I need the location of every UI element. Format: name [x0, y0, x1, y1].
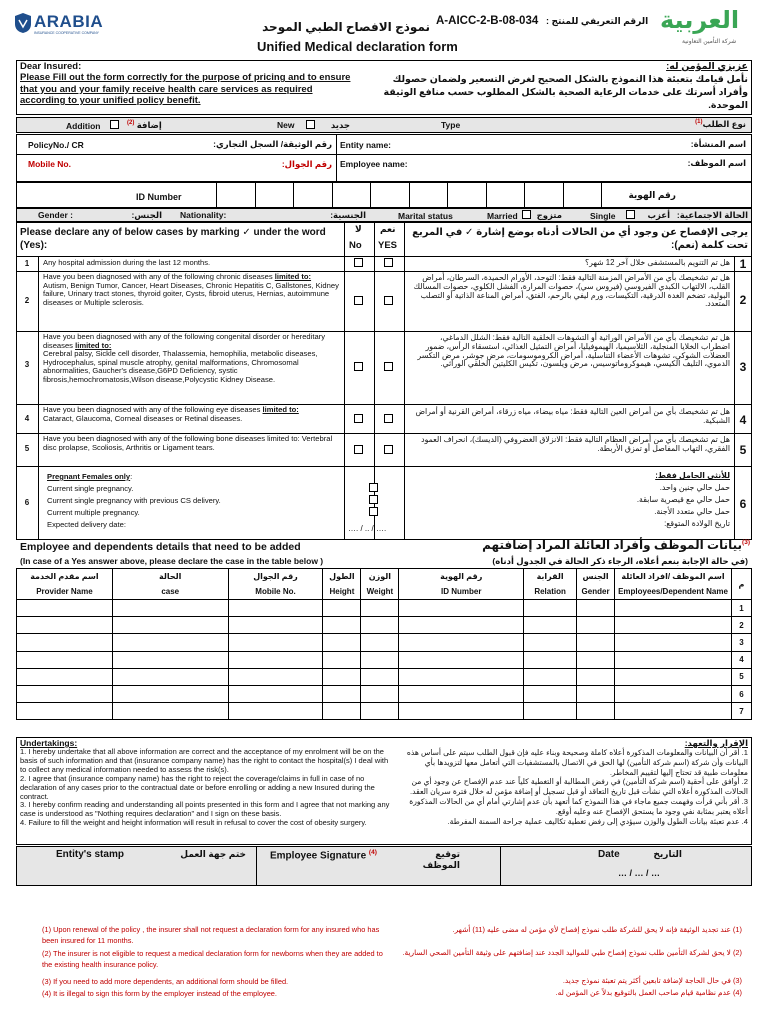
q2-num-left: 2	[24, 296, 30, 305]
gender-label: Gender :	[38, 210, 73, 220]
gender-ar-label: الجنس:	[131, 210, 162, 220]
intro-en-text: Please Fill out the form correctly for the purpose of pricing and to ensure that you and your family receive health care services as required according to your unified policy benefit.	[20, 72, 351, 106]
q2-yes-checkbox[interactable]	[384, 296, 393, 305]
col-gender: الجنس Gender	[577, 569, 615, 600]
q2-no-checkbox[interactable]	[354, 296, 363, 305]
id-digit-cell[interactable]	[564, 183, 603, 207]
new-ar-label: جديد	[330, 120, 350, 130]
q5-num-left: 5	[24, 444, 30, 453]
mobile-field[interactable]	[90, 156, 260, 172]
table-row[interactable]: 5	[17, 668, 752, 685]
logo-left-text: ARABIA	[34, 12, 104, 31]
col-mobile: رقم الجوال Mobile No.	[228, 569, 323, 600]
q4-no-checkbox[interactable]	[354, 414, 363, 423]
q6-cs-checkbox[interactable]	[369, 495, 378, 504]
marital-ar-label: الحالة الاجتماعية:	[676, 210, 748, 220]
q6-single-checkbox[interactable]	[369, 483, 378, 492]
id-digit-cell[interactable]	[410, 183, 449, 207]
new-label: New	[277, 120, 295, 130]
title-en: Unified Medical declaration form	[257, 39, 458, 54]
undertakings-en: 1. I hereby undertake that all above information are correct and the acceptance of my enrolment will be on the basis of such information and that (insurance company name) has the right to contact the hospital(s) I deal with to collect any medical information needed to assess the risk(s). 2. I agree that (insurance company name) has the right to reject the coverage/claims in full in case of no declaration of any cases prior to the contractual date or before enrolling or adding a new Insured during the contract. 3. I hereby confirm reading and understanding all points presented in this form and I agree that not marking any case is understood as "Nothing requires declaration" and I sign on these basis. 4. Failure to fill the weight and height information will result in refusal to cover the cost of obesity surgery.	[20, 747, 390, 828]
note-ar-2: (2) لا يحق لشركة التأمين طلب نموذج إفصاح طبي للمواليد الجدد عند إضافتهم على وثيقة التأمين الصحي السارية.	[402, 948, 742, 957]
id-number-label: ID Number	[136, 192, 182, 202]
note-ar-3: (3) في حال الحاجة لإضافة تابعين أكثر يتم تعبئة نموذج جديد.	[562, 976, 742, 985]
date-field[interactable]: … / … / …	[618, 868, 661, 878]
title-ar: نموذج الافصاح الطبي الموحد	[262, 20, 430, 34]
dependents-sub-en: (In case of a Yes answer above, please declare the case in the table below )	[20, 556, 324, 566]
id-digit-cell[interactable]	[294, 183, 333, 207]
entity-label: Entity name:	[340, 140, 392, 150]
table-row[interactable]: 1	[17, 600, 752, 617]
q3-text-ar: هل تم تشخيصك بأي من الأمراض الوراثية أو التشوهات الخلقية التالية فقط: الشلل الدماغي، اضطراب الخلايا المنجلية، الثلاسيميا، الهيموفيليا، أمراض التمثيل الغذائي، استسقاء الرأس، ضمور العضلات الشوكي، تشوهات الأعضاء التناسلية، أمراض الكروموسومات، مرض جوشر، مرض التكسر الدموي، التليف الكيسي، هيموكروماتوسيس، مرض ويلسون، تكيس الكليتين الخلقي الوراثي.	[417, 333, 730, 369]
id-number-ar-label: رقم الهوية	[628, 190, 676, 200]
note-ar-4: (4) عدم نظامية قيام صاحب العمل بالتوقيع بدلاً عن المؤمن له.	[555, 988, 742, 997]
q3-text-en: Have you been diagnosed with any of the following congenital disorder or hereditary diseases limited to: Cerebral palsy, Sickle cell disorder, Thalassemia, hemophilia, metabolic diseases, Hydrocephalus, spinal muscle atrophy, genital malformations, Chromosomal abnormalities, Gaucher's disease,G6PD Deficiency, systic fibrosis,hemochromatosis,Wilson disease,Polycystic Kidney Disease.	[43, 332, 325, 384]
addition-label: Addition	[66, 121, 101, 131]
arabia-logo-right	[652, 6, 756, 54]
married-ar-label: متزوج	[536, 210, 562, 220]
dependents-sub-ar: (في حالة الإجابة بنعم أعلاه، الرجاء ذكر الحالة في الجدول أدناه)	[492, 556, 748, 566]
q6-date-field[interactable]: …. / .. / ….	[348, 524, 387, 533]
q2-text-ar: هل تم تشخيصك بأي من الأمراض المزمنة التالية فقط: التوحد، الأورام الحميدة، السرطان، أمراض القلب، الالتهاب الكبدي الفيروسي (فيروس سي)، حصوات المرارة، الفشل الكلوي، حصوات المسالك البولية، تضخم الغدة الدرقية، التكيسات، ورم ليفي بالرحم، الفتق، أمراض المناعة الذاتية أو التصلب المتعدد.	[413, 273, 730, 309]
q4-yes-checkbox[interactable]	[384, 414, 393, 423]
q3-yes-checkbox[interactable]	[384, 362, 393, 371]
q3-num-left: 3	[24, 360, 30, 369]
col-provider: اسم مقدم الخدمة Provider Name	[17, 569, 113, 600]
table-row[interactable]: 6	[17, 685, 752, 702]
intro-ar-dear: عزيزي المؤمن له:	[666, 61, 748, 72]
q2-num-right: 2	[739, 293, 747, 307]
no-en-label: No	[349, 240, 362, 251]
id-digit-cell[interactable]	[256, 183, 295, 207]
date-label: Date	[598, 849, 620, 860]
policy-field[interactable]	[100, 136, 190, 152]
arabia-logo-left	[14, 10, 114, 50]
q4-num-right: 4	[739, 413, 747, 427]
undertakings-title-en: Undertakings:	[20, 738, 78, 748]
note-ar-1: (1) عند تجديد الوثيقة فإنه لا يحق للشركة طلب نموذج إفصاح لأي مؤمن له مضى عليه (11) أشهر.	[452, 925, 742, 934]
single-label: Single	[590, 211, 616, 221]
id-digit-cell[interactable]	[371, 183, 410, 207]
employee-field[interactable]	[420, 156, 660, 172]
mobile-label: Mobile No.	[28, 159, 71, 169]
id-digit-cell[interactable]	[333, 183, 372, 207]
signature-area[interactable]	[258, 862, 498, 884]
marital-label: Marital status	[398, 211, 453, 221]
married-label: Married	[487, 211, 518, 221]
q4-num-left: 4	[24, 414, 30, 423]
intro-en-dear: Dear Insured:	[20, 61, 82, 72]
date-ar-label: التاريخ	[653, 849, 682, 859]
col-weight: الوزن Weight	[361, 569, 399, 600]
policy-ar-label: رقم الوثيقة/ السجل التجاري:	[213, 139, 332, 149]
q6-text-en: Pregnant Females only: Current single pregnancy. Current single pregnancy with previous CS delivery. Current multiple pregnancy. Expected delivery date:	[47, 472, 221, 529]
dependents-table	[16, 568, 752, 720]
stamp-area[interactable]	[18, 862, 254, 884]
entity-field[interactable]	[410, 136, 660, 152]
nationality-label: Nationality:	[180, 210, 227, 220]
dependents-title-ar: $^{(3)}$بيانات الموظف وأفراد العائلة المراد إضافتهم	[482, 538, 750, 552]
q1-num-left: 1	[24, 259, 30, 268]
col-id: رقم الهوية ID Number	[399, 569, 524, 600]
mobile-ar-label: رقم الجوال:	[281, 159, 332, 169]
id-number-cells[interactable]	[216, 183, 602, 207]
q4-text-ar: هل تم تشخيصك بأي من أمراض العين التالية فقط: مياه بيضاء، مياه زرقاء، أمراض القرنية أو أمراض الشبكية.	[415, 407, 730, 425]
q3-no-checkbox[interactable]	[354, 362, 363, 371]
q6-num-left: 6	[24, 498, 30, 507]
id-digit-cell[interactable]	[448, 183, 487, 207]
q5-num-right: 5	[739, 443, 747, 457]
q1-text-ar: هل تم التنويم بالمستشفى خلال آخر 12 شهر؟	[585, 258, 730, 267]
type-label: Type	[441, 120, 461, 130]
q1-text-en: Any hospital admission during the last 12 months.	[43, 258, 211, 267]
table-row[interactable]: 7	[17, 703, 752, 720]
policy-label: PolicyNo./ CR	[28, 140, 84, 150]
q5-no-checkbox[interactable]	[354, 445, 363, 454]
q1-yes-checkbox[interactable]	[384, 258, 393, 267]
id-digit-cell[interactable]	[217, 183, 256, 207]
q5-text-ar: هل تم تشخيصك بأي من أمراض العظام التالية فقط: الانزلاق الغضروفي (الديسك)، انحراف العمود الفقري، التهاب المفاصل أو تمزق الأربطة.	[421, 435, 730, 453]
q5-text-en: Have you been diagnosed with any of the following bone diseases limited to: Vertebral disc prolapse, Scoliosis, Arthritis or Ligament tears.	[43, 434, 333, 452]
married-checkbox[interactable]	[522, 210, 531, 219]
form-code: A-AICC-2-B-08-034	[436, 15, 539, 27]
form-code-label: الرقم التعريفي للمنتج :	[546, 16, 649, 26]
note-en-2: (2) The insurer is not eligible to request a medical declaration form for newborns when they are added to the existing health insurance policy.	[42, 949, 383, 969]
nationality-ar-label: الجنسية:	[330, 210, 366, 220]
undertakings-title-ar: الإقرار والتعهد:	[684, 738, 748, 748]
single-checkbox[interactable]	[626, 210, 635, 219]
employee-ar-label: اسم الموظف:	[687, 158, 746, 168]
col-relation: القرابة Relation	[524, 569, 577, 600]
logo-left-subtext: INSURANCE COOPERATIVE COMPANY	[34, 31, 100, 35]
note-en-3: (3) If you need to add more dependents, an additional form should be filled.	[42, 977, 289, 986]
id-digit-cell[interactable]	[487, 183, 526, 207]
q2-text-en: Have you been diagnosed with any of the following chronic diseases limited to: Autism, Benign Tumor, Cancer, Heart Diseases, Chronic Hepatitis C, Gallstones, Kidney failure, Urinary tract stones, thyroid goiter, Cysts, fibroid uterus, Hernias, autoimmune diseases or Multiple sclerosis.	[43, 272, 339, 307]
no-ar-label: لا	[355, 224, 362, 234]
single-ar-label: أعزب	[647, 210, 670, 220]
questions-header-ar: يرجى الإفصاح عن وجود أي من الحالات أدناه بوضع إشارة ✓ في المربع تحت كلمة (نعم):	[412, 227, 748, 251]
dependents-header-row	[17, 569, 752, 600]
note-en-4: (4) It is illegal to sign this form by the employer instead of the employee.	[42, 989, 277, 998]
q1-no-checkbox[interactable]	[354, 258, 363, 267]
note-en-1: (1) Upon renewal of the policy , the insurer shall not request a declaration form for any insured who has been insured for 11 months.	[42, 925, 380, 945]
col-case: الحالة case	[112, 569, 228, 600]
undertakings-ar: 1. أقر أن البيانات والمعلومات المذكورة أعلاه كاملة وصحيحة وبناء عليه فإن قبول الطلب سيتم على أساس هذه البيانات وأن شركة (اسم شركة التأمين) لها الحق في الاتصال بالمستشفيات التي أتعامل معها لتزويدها بأي معلومات طبية قد تحتاج إليها لتقييم المخاطر. 2. أوافق على أحقية (اسم شركة التأمين) في رفض المطالبة أو التغطية كلياً عند عدم الإفصاح عن وجود أي من الحالات المذكورة أعلاه التي نشأت قبل تاريخ التعاقد أو قبل تسجيل أو إضافة مؤمن له خلال فترة سريان العقد. 3. أقر بأني قرأت وفهمت جميع ماجاء في هذا النموذج كما أتعهد بأن عدم إشارتي أمام أي من الحالات المذكورة أعلاه يعتبر بمثابة نفي وجود ما يستحق الإفصاح عنه وعليه أوقع. 4. عدم تعبئة بيانات الطول والوزن سيؤدي إلى رفض تغطية تكاليف عملية جراحة السمنة المفرطة.	[406, 748, 748, 826]
new-checkbox[interactable]	[306, 120, 315, 129]
yes-en-label: YES	[378, 240, 398, 251]
stamp-ar-label: ختم جهة العمل	[180, 849, 246, 859]
stamp-label: Entity's stamp	[56, 849, 124, 860]
q6-text-ar: للأنثى الحامل فقط: حمل حالي جنين واحد. حمل حالي مع قيصرية سابقة. حمل حالي متعدد الأجنة. تاريخ الولادة المتوقع:	[636, 471, 730, 528]
table-row[interactable]: 4	[17, 651, 752, 668]
signature-label: Employee Signature $^{(4)}$	[270, 849, 377, 862]
shield-logo-icon	[14, 12, 32, 34]
entity-ar-label: اسم المنشأة:	[690, 139, 746, 149]
q1-num-right: 1	[739, 257, 747, 271]
id-digit-cell[interactable]	[525, 183, 564, 207]
addition-checkbox[interactable]	[110, 120, 119, 129]
q3-num-right: 3	[739, 360, 747, 374]
dependents-title-en: Employee and dependents details that need to be added	[20, 541, 301, 553]
employee-label: Employee name:	[340, 159, 408, 169]
signature-ar-label: توقيع الموظف	[422, 849, 460, 870]
table-row[interactable]: 2	[17, 617, 752, 634]
intro-ar-text: نأمل قيامك بتعبئة هذا النموذج بالشكل الصحيح لغرض التسعير ولضمان حصولك وأفراد أسرتك على خدمات الرعاية الصحية بالشكل المطلوب حسب منافع الوثيقة الموحدة.	[383, 74, 748, 111]
logo-right-subtext: شركة التأمين التعاونية	[682, 39, 737, 45]
col-index: م	[731, 569, 751, 600]
q4-text-en: Have you been diagnosed with any of the following eye diseases limited to: Cataract, Glaucoma, Corneal diseases or Retinal diseases.	[43, 405, 299, 423]
q5-yes-checkbox[interactable]	[384, 445, 393, 454]
type-ar-label: نوع الطلب$^{(1)}$	[695, 119, 746, 129]
table-row[interactable]: 3	[17, 634, 752, 651]
col-height: الطول Height	[323, 569, 361, 600]
q6-multiple-checkbox[interactable]	[369, 507, 378, 516]
addition-ar-label: $^{(2)}$ إضافة	[127, 120, 162, 130]
q6-num-right: 6	[739, 497, 747, 511]
yes-ar-label: نعم	[380, 224, 396, 234]
questions-header-en: Please declare any of below cases by marking ✓ under the word (Yes):	[20, 227, 326, 251]
col-name: اسم الموظف /افراد العائلة Employees/Dependent Name	[615, 569, 732, 600]
logo-right-text: العربية	[660, 7, 740, 34]
